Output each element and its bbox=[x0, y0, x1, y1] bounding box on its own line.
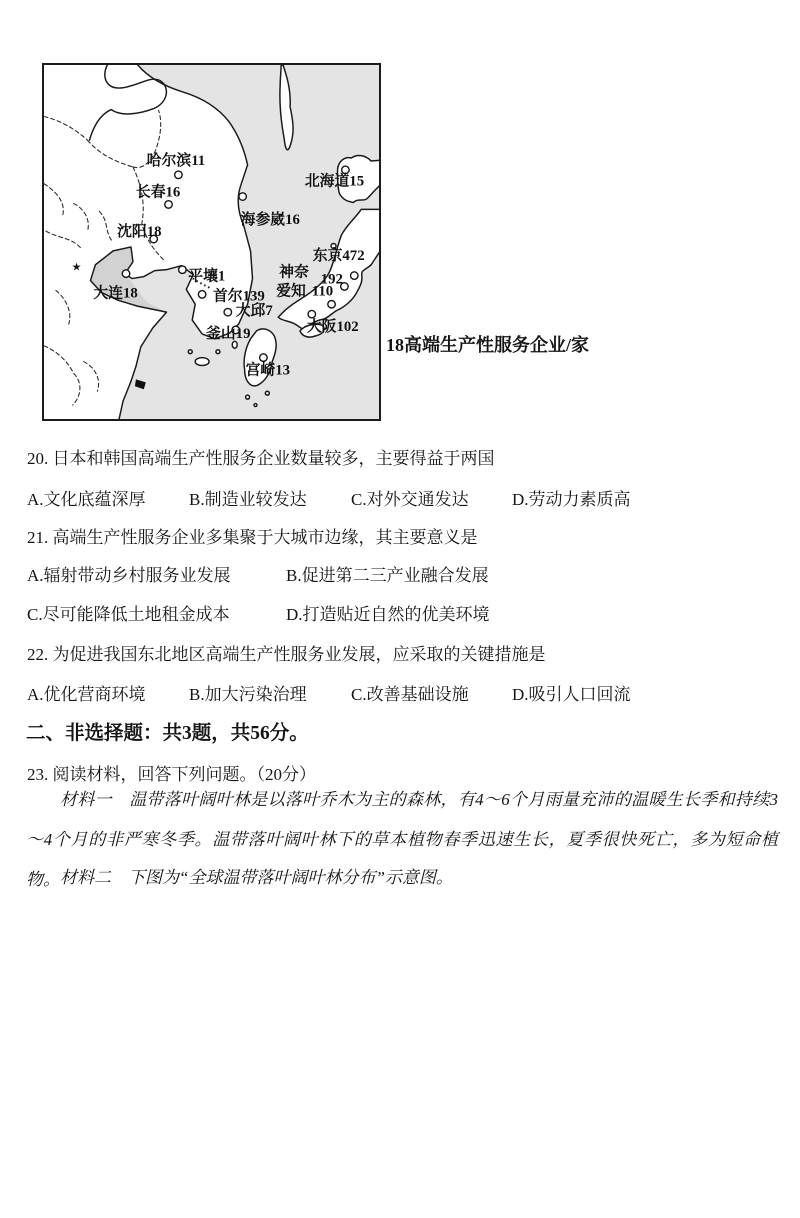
city-dot bbox=[198, 291, 206, 299]
city-label: 爱知 110 bbox=[276, 283, 334, 300]
small-island bbox=[254, 404, 257, 407]
question-23-stem: 23. 阅读材料，回答下列问题。（20分） bbox=[27, 765, 316, 784]
city-label: 釜山19 bbox=[206, 325, 251, 342]
city-label: 哈尔滨11 bbox=[146, 152, 206, 169]
border-dashes bbox=[84, 362, 99, 392]
border-dashes bbox=[44, 116, 87, 140]
map-legend bbox=[386, 331, 589, 357]
beijing-star: ★ bbox=[71, 261, 82, 274]
city-label: 平壤1 bbox=[188, 268, 226, 285]
city-label: 沈阳18 bbox=[117, 224, 162, 241]
border-dashes bbox=[87, 140, 132, 167]
city-label: 长春16 bbox=[135, 184, 181, 201]
q20-option-d: D.劳动力素质高 bbox=[512, 490, 631, 509]
border-dashes bbox=[46, 231, 82, 249]
small-island bbox=[216, 350, 220, 354]
city-label: 神奈 192 bbox=[279, 264, 343, 288]
city-dot bbox=[122, 270, 130, 278]
border-dashes bbox=[133, 167, 164, 260]
sea-area bbox=[90, 65, 379, 419]
question-21-options-row1 bbox=[27, 561, 489, 586]
city-dot bbox=[175, 171, 183, 179]
q21-option-c: C.尽可能降低土地租金成本 bbox=[27, 605, 230, 624]
map-svg bbox=[44, 65, 379, 419]
question-23-material-2: 材料二 下图为“全球温带落叶阔叶林分布”示意图。 bbox=[60, 868, 453, 887]
city-label: 大邱7 bbox=[235, 303, 273, 320]
city-label: 宫崎13 bbox=[245, 362, 291, 379]
border-dashes bbox=[74, 203, 89, 231]
border-dashes bbox=[99, 211, 113, 242]
map-figure bbox=[42, 63, 381, 421]
question-21-options-row2 bbox=[27, 600, 490, 625]
city-dot bbox=[308, 310, 316, 318]
city-dot bbox=[224, 308, 232, 316]
q21-option-a: A.辐射带动乡村服务业发展 bbox=[27, 566, 231, 585]
city-label: 首尔139 bbox=[212, 288, 265, 305]
legend-sample-value: 18 bbox=[386, 335, 404, 355]
jeju-island bbox=[195, 358, 209, 366]
q22-option-a: A.优化营商环境 bbox=[27, 685, 146, 704]
q20-option-b: B.制造业较发达 bbox=[189, 490, 307, 509]
city-label: 东京472 bbox=[312, 247, 365, 264]
city-label: 大连18 bbox=[93, 285, 138, 302]
question-20-stem: 20. 日本和韩国高端生产性服务企业数量较多，主要得益于两国 bbox=[27, 449, 495, 468]
section-2-header: 二、非选择题：共3题，共56分。 bbox=[26, 723, 309, 744]
small-island bbox=[246, 395, 250, 399]
city-dot bbox=[165, 201, 173, 209]
city-dot bbox=[342, 166, 350, 174]
tsushima-island bbox=[232, 341, 237, 348]
q20-option-c: C.对外交通发达 bbox=[351, 490, 469, 509]
city-label: 大阪102 bbox=[306, 318, 359, 335]
question-21-stem: 21. 高端生产性服务企业多集聚于大城市边缘，其主要意义是 bbox=[27, 528, 478, 547]
q22-option-b: B.加大污染治理 bbox=[189, 685, 307, 704]
city-label: 海参崴16 bbox=[240, 212, 300, 229]
city-dot bbox=[239, 193, 247, 201]
city-dot bbox=[351, 272, 359, 280]
city-dot bbox=[260, 354, 268, 362]
question-23-material-1: 材料一 温带落叶阔叶林是以落叶乔木为主的森林，有4～6个月雨量充沛的温暖生长季和持续3～4个月的非严寒冬季。温带落叶阔叶林下的草本植物春季迅速生长，夏季很快死亡，多为短命植物。 bbox=[26, 790, 778, 889]
question-20-options bbox=[27, 485, 631, 510]
question-22-options bbox=[27, 680, 631, 705]
border-dashes bbox=[44, 346, 80, 405]
city-dot bbox=[179, 266, 187, 274]
question-22-stem: 22. 为促进我国东北地区高端生产性服务业发展，应采取的关键措施是 bbox=[27, 645, 546, 664]
q22-option-c: C.改善基础设施 bbox=[351, 685, 469, 704]
q20-option-a: A.文化底蕴深厚 bbox=[27, 490, 146, 509]
border-dashes bbox=[56, 290, 70, 324]
border-dashes bbox=[44, 184, 63, 216]
q22-option-d: D.吸引人口回流 bbox=[512, 685, 631, 704]
small-island bbox=[265, 391, 269, 395]
legend-label: 高端生产性服务企业/家 bbox=[404, 335, 589, 355]
q21-option-b: B.促进第二三产业融合发展 bbox=[286, 566, 489, 585]
q21-option-d: D.打造贴近自然的优美环境 bbox=[286, 605, 490, 624]
city-label: 北海道15 bbox=[304, 173, 365, 190]
city-dot bbox=[328, 301, 336, 309]
small-island bbox=[188, 350, 192, 354]
